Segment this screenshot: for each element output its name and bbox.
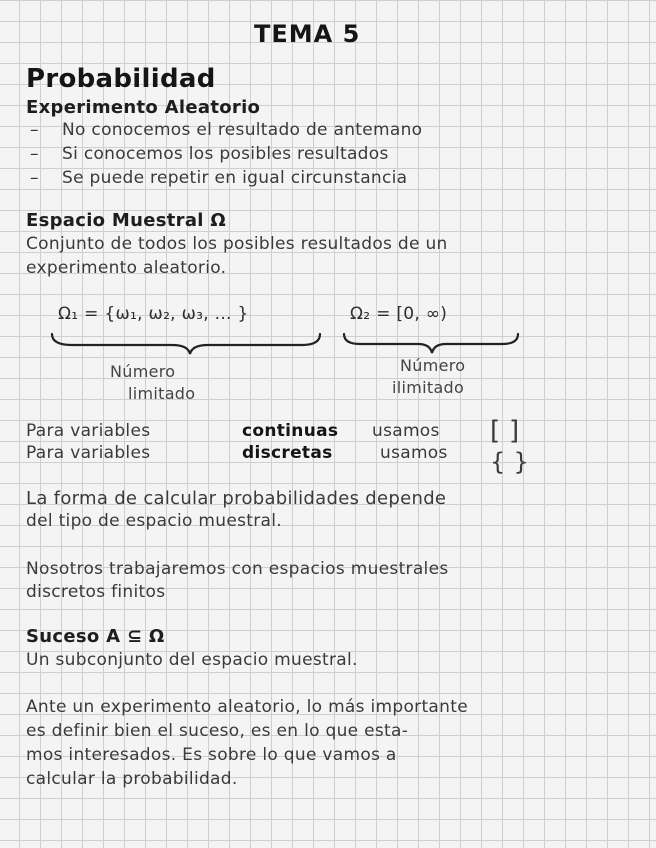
continuous-word: continuas [242,421,339,441]
underbrace-left [52,334,320,354]
section-heading-espacio-muestral: Espacio Muestral Ω [26,210,226,231]
definition-line: Conjunto de todos los posibles resultados de un [26,234,448,254]
bullet-item: Se puede repetir en igual circunstancia [62,168,408,188]
discrete-prefix: Para variables [26,443,151,463]
section-heading-probabilidad: Probabilidad [26,64,216,94]
label-numero: Número [110,362,176,381]
definition-line: experimento aleatorio. [26,258,227,278]
bracket-symbol: [ ] [490,416,520,446]
definition-line: Un subconjunto del espacio muestral. [26,650,358,670]
bullet-dash: – [30,120,39,140]
bullet-item: Si conocemos los posibles resultados [62,144,389,164]
subheading-experimento-aleatorio: Experimento Aleatorio [26,97,261,118]
bullet-dash: – [30,168,39,188]
bullet-dash: – [30,144,39,164]
paragraph-line: La forma de calcular probabilidades depende [26,488,447,509]
continuous-prefix: Para variables [26,421,151,441]
formula-finite-sample-space: Ω₁ = {ω₁, ω₂, ω₃, ... } [58,304,249,324]
paragraph-line: Nosotros trabajaremos con espacios muestrales [26,559,449,579]
paragraph-line: es definir bien el suceso, es en lo que esta- [26,721,409,741]
label-limitado: limitado [128,384,196,403]
formula-infinite-sample-space: Ω₂ = [0, ∞) [350,304,448,324]
page-title: TEMA 5 [254,20,361,48]
label-ilimitado: ilimitado [392,378,465,397]
discrete-word: discretas [242,443,333,463]
bullet-item: No conocemos el resultado de antemano [62,120,423,140]
discrete-suffix: usamos [380,443,448,463]
brace-symbol: { } [490,448,530,476]
paragraph-line: Ante un experimento aleatorio, lo más importante [26,697,468,717]
paragraph-line: del tipo de espacio muestral. [26,511,282,531]
paragraph-line: discretos finitos [26,582,166,602]
section-heading-suceso: Suceso A ⊆ Ω [26,626,165,647]
underbrace-right [344,334,518,353]
continuous-suffix: usamos [372,421,440,441]
paragraph-line: calcular la probabilidad. [26,769,238,789]
paragraph-line: mos interesados. Es sobre lo que vamos a [26,745,397,765]
label-numero: Número [400,356,466,375]
